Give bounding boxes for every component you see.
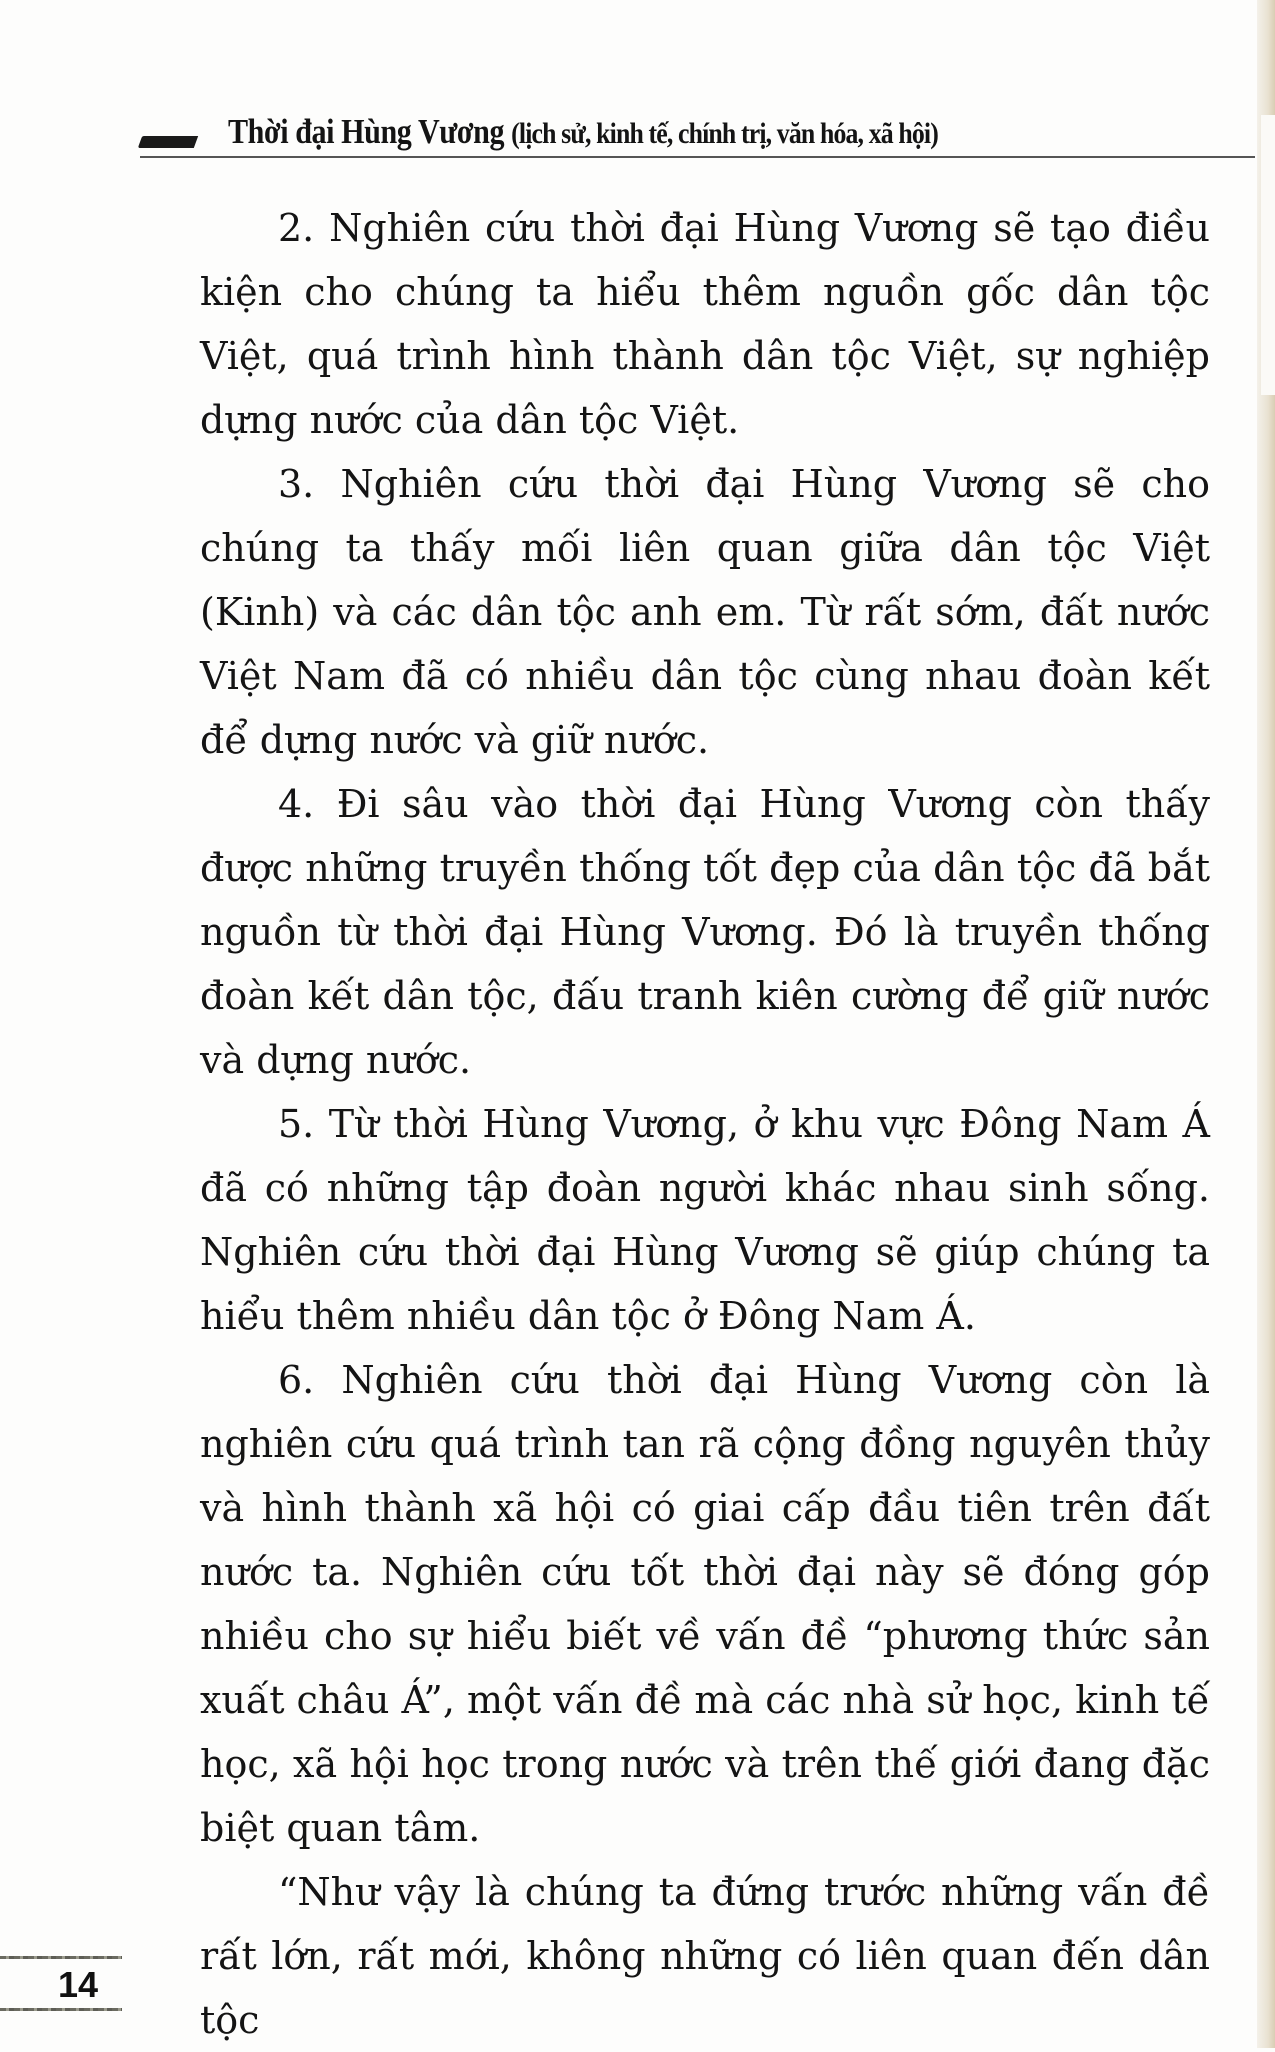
paragraph-point-4: 4. Đi sâu vào thời đại Hùng Vương còn thấy được những truyền thống tốt đẹp của dân tộc đã bắt nguồn từ thời đại Hùng Vương. Đó là truyền thống đoàn kết dân tộc, đấu tranh kiên cường để giữ nước và dựng nước. <box>200 782 1210 1082</box>
paragraph-point-3: 3. Nghiên cứu thời đại Hùng Vương sẽ cho chúng ta thấy mối liên quan giữa dân tộc Việt (Kinh) và các dân tộc anh em. Từ rất sớm, đất nước Việt Nam đã có nhiều dân tộc cùng nhau đoàn kết để dựng nước và giữ nước. <box>200 462 1210 762</box>
folio-rule-bottom <box>0 2008 122 2011</box>
page-edge <box>1257 0 1275 2048</box>
paragraph-point-2: 2. Nghiên cứu thời đại Hùng Vương sẽ tạo điều kiện cho chúng ta hiểu thêm nguồn gốc dân tộc Việt, quá trình hình thành dân tộc Việt, sự nghiệp dựng nước của dân tộc Việt. <box>200 206 1210 442</box>
running-header <box>140 112 1255 162</box>
header-rule <box>140 156 1255 158</box>
folio-rule-top <box>0 1956 122 1959</box>
page-number-block <box>0 1950 122 2005</box>
paragraph-point-5: 5. Từ thời Hùng Vương, ở khu vực Đông Nam Á đã có những tập đoàn người khác nhau sinh sống. Nghiên cứu thời đại Hùng Vương sẽ giúp chúng ta hiểu thêm nhiều dân tộc ở Đông Nam Á. <box>200 1102 1210 1338</box>
header-bar-ornament <box>138 136 198 148</box>
paragraph-quote: “Như vậy là chúng ta đứng trước những vấn đề rất lớn, rất mới, không những có liên quan đến dân tộc <box>200 1870 1210 2042</box>
body-text <box>200 196 1210 2052</box>
paragraph-point-6: 6. Nghiên cứu thời đại Hùng Vương còn là nghiên cứu quá trình tan rã cộng đồng nguyên thủy và hình thành xã hội có giai cấp đầu tiên trên đất nước ta. Nghiên cứu tốt thời đại này sẽ đóng góp nhiều cho sự hiểu biết về vấn đề “phương thức sản xuất châu Á”, một vấn đề mà các nhà sử học, kinh tế học, xã hội học trong nước và trên thế giới đang đặc biệt quan tâm. <box>200 1358 1210 1850</box>
page-edge-strip <box>1261 115 1275 395</box>
running-title-subtitle: (lịch sử, kinh tế, chính trị, văn hóa, xã hội) <box>511 117 938 150</box>
running-title <box>228 112 938 152</box>
running-title-main: Thời đại Hùng Vương <box>228 112 505 151</box>
page-number: 14 <box>58 1964 99 2005</box>
